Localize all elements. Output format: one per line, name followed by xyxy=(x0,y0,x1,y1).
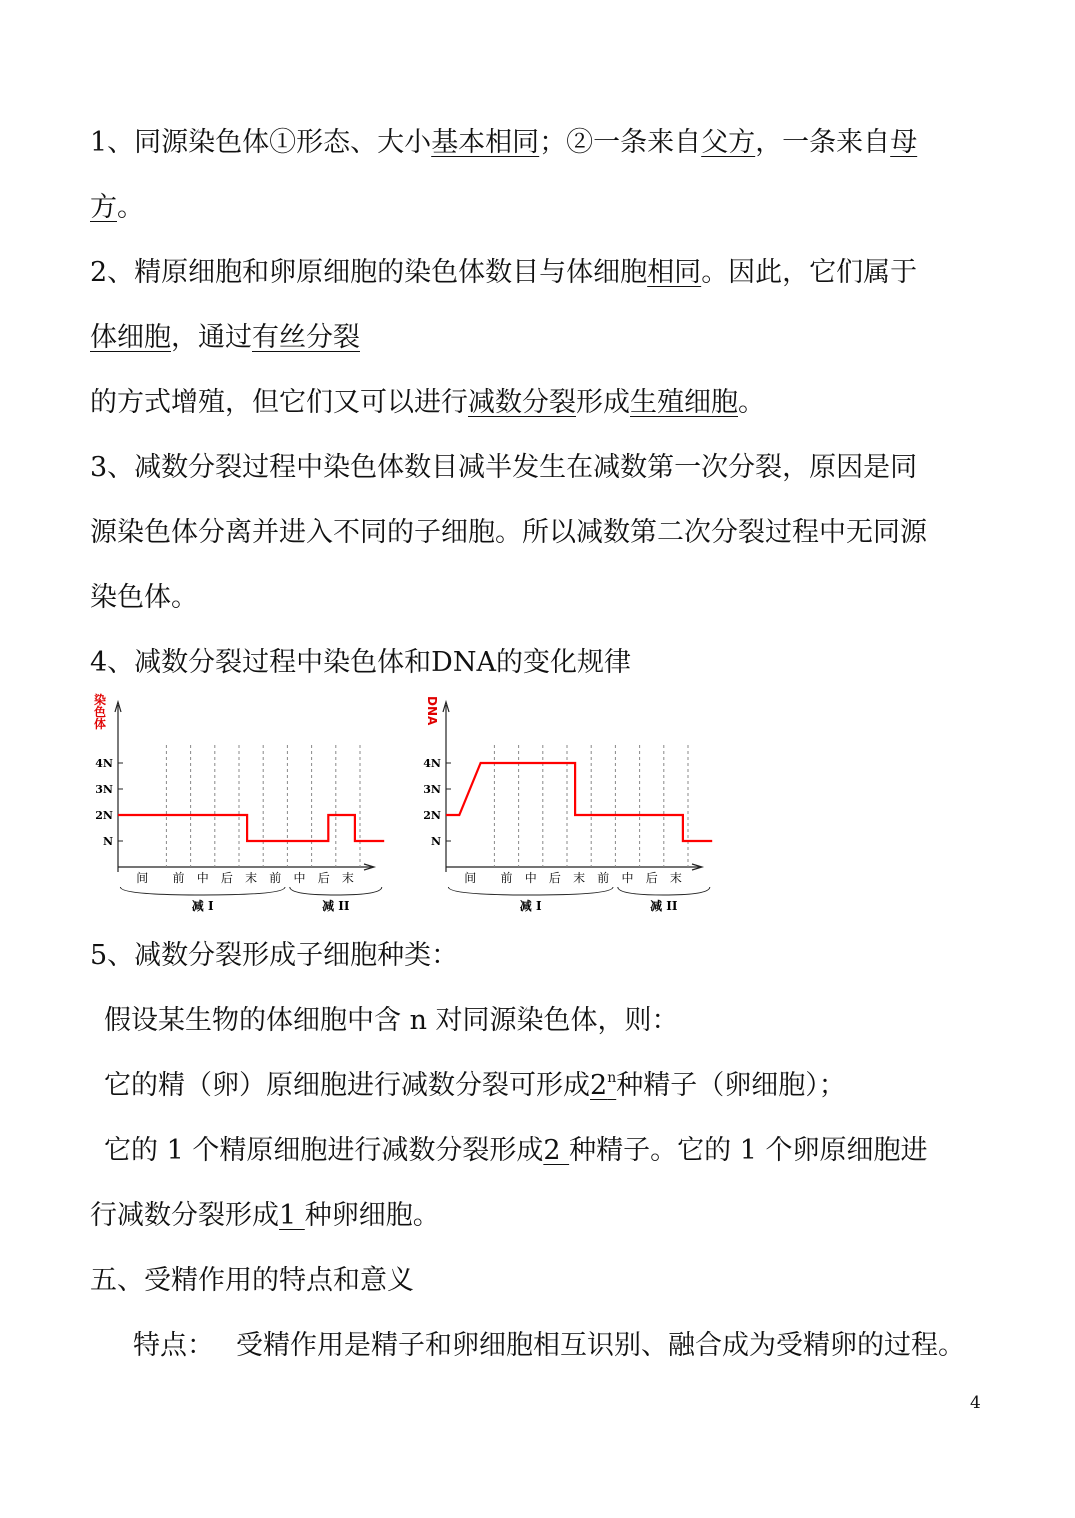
y-tick-label: 2N xyxy=(423,809,441,822)
group-brace xyxy=(448,887,613,895)
underlined-answer: 体细胞 xyxy=(90,322,171,353)
feature-text: 受精作用是精子和卵细胞相互识别、融合成为受精卵的过程。 xyxy=(236,1330,965,1361)
series-line xyxy=(118,815,384,841)
feature-label: 特点： xyxy=(133,1330,214,1361)
paragraph-2-line-2: 体细胞，通过有丝分裂 xyxy=(90,322,360,353)
underlined-answer: 母 xyxy=(890,127,918,158)
phase-label: 后 xyxy=(317,871,330,885)
paragraph-1-line-1: 1、同源染色体①形态、大小基本相同；②一条来自父方，一条来自母 xyxy=(90,127,918,158)
phase-label: 间 xyxy=(464,871,477,885)
y-axis-label: DNA xyxy=(425,696,439,726)
paragraph-1-line-2: 方。 xyxy=(90,192,144,223)
underlined-answer: 1 xyxy=(279,1200,305,1231)
page-number: 4 xyxy=(970,1393,981,1413)
y-tick-label: 4N xyxy=(423,757,441,770)
y-tick-label: 3N xyxy=(423,783,441,796)
phase-label: 后 xyxy=(645,871,658,885)
y-tick-label: N xyxy=(102,835,113,848)
phase-label: 后 xyxy=(220,871,233,885)
y-tick-label: N xyxy=(430,835,441,848)
dna-chart xyxy=(418,690,728,920)
y-axis-label: 染色体 xyxy=(94,693,107,731)
section-5-title: 五、受精作用的特点和意义 xyxy=(90,1265,414,1296)
feature-line xyxy=(133,1328,965,1364)
paragraph-5-line-4: 行减数分裂形成1 种卵细胞。 xyxy=(90,1200,440,1231)
phase-label: 末 xyxy=(341,871,354,885)
paragraph-5-line-3: 它的 1 个精原细胞进行减数分裂形成2 种精子。它的 1 个卵原细胞进 xyxy=(104,1135,928,1166)
phase-label: 中 xyxy=(293,871,306,885)
paragraph-4-title: 4、减数分裂过程中染色体和DNA的变化规律 xyxy=(90,647,631,678)
underlined-answer: 基本相同 xyxy=(431,127,540,158)
phase-label: 间 xyxy=(136,871,149,885)
group-label: 减 I xyxy=(191,899,214,913)
paragraph-3-line-1: 3、减数分裂过程中染色体数目减半发生在减数第一次分裂，原因是同 xyxy=(90,452,918,483)
phase-label: 中 xyxy=(621,871,634,885)
group-brace xyxy=(618,887,710,895)
phase-label: 中 xyxy=(524,871,537,885)
phase-label: 前 xyxy=(500,871,513,885)
phase-label: 前 xyxy=(172,871,185,885)
paragraph-5-title: 5、减数分裂形成子细胞种类： xyxy=(90,940,459,971)
paragraph-5-line-2: 它的精（卵）原细胞进行减数分裂可形成2$^n$种精子（卵细胞）； xyxy=(104,1070,846,1101)
underlined-answer: 有丝分裂 xyxy=(252,322,360,353)
phase-label: 中 xyxy=(196,871,209,885)
paragraph-3-line-3: 染色体。 xyxy=(90,582,198,613)
group-label: 减 I xyxy=(519,899,542,913)
y-tick-label: 4N xyxy=(95,757,113,770)
underlined-answer: 方 xyxy=(90,192,117,223)
group-brace xyxy=(120,887,285,895)
paragraph-2-line-3: 的方式增殖，但它们又可以进行减数分裂形成生殖细胞。 xyxy=(90,387,765,418)
underlined-answer: 父方 xyxy=(701,127,756,158)
phase-label: 后 xyxy=(548,871,561,885)
phase-label: 前 xyxy=(269,871,282,885)
chromosome-chart xyxy=(90,690,390,920)
group-label: 减 II xyxy=(322,899,350,913)
phase-label: 末 xyxy=(245,871,258,885)
paragraph-3-line-2: 源染色体分离并进入不同的子细胞。所以减数第二次分裂过程中无同源 xyxy=(90,517,927,548)
y-tick-label: 2N xyxy=(95,809,113,822)
series-line xyxy=(446,763,712,841)
group-brace xyxy=(290,887,382,895)
underlined-answer: 相同 xyxy=(647,257,702,288)
y-tick-label: 3N xyxy=(95,783,113,796)
underlined-answer: 2$^n$ xyxy=(590,1070,617,1101)
underlined-answer: 减数分裂 xyxy=(468,387,576,418)
group-label: 减 II xyxy=(650,899,678,913)
phase-label: 末 xyxy=(573,871,586,885)
paragraph-5-line-1: 假设某生物的体细胞中含 n 对同源染色体，则： xyxy=(104,1005,679,1036)
paragraph-2-line-1: 2、精原细胞和卵原细胞的染色体数目与体细胞相同。因此，它们属于 xyxy=(90,257,918,288)
phase-label: 末 xyxy=(669,871,682,885)
phase-label: 前 xyxy=(597,871,610,885)
underlined-answer: 2 xyxy=(543,1135,570,1166)
underlined-answer: 生殖细胞 xyxy=(630,387,738,418)
